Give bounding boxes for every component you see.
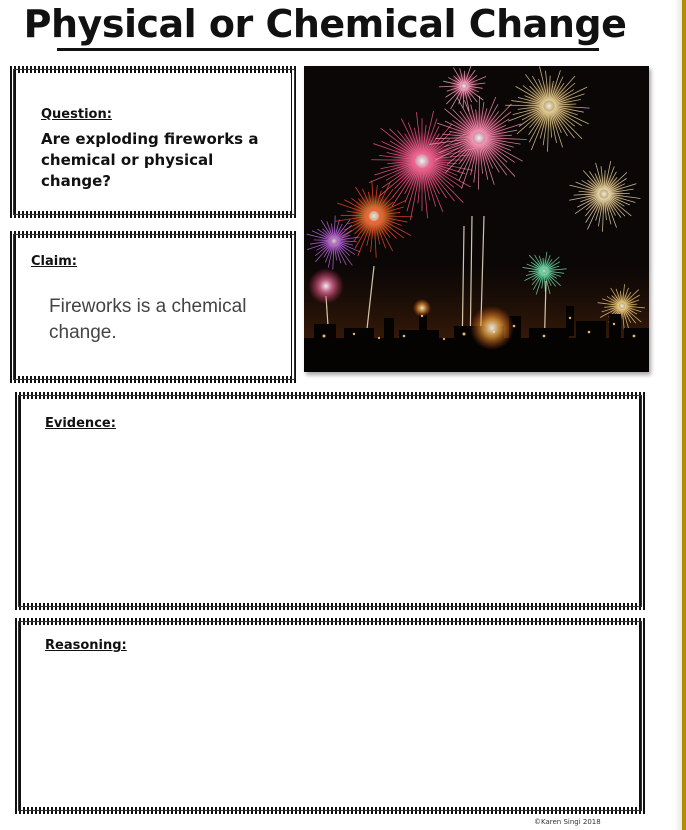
reasoning-label: Reasoning: <box>45 638 127 653</box>
evidence-label: Evidence: <box>45 416 116 431</box>
evidence-box <box>15 392 645 610</box>
reasoning-box <box>15 618 645 814</box>
question-label: Question: <box>41 107 112 122</box>
page-edge-shadow <box>674 0 682 830</box>
copyright-credit: ©Karen Singi 2018 <box>534 818 601 826</box>
evidence-answer-area[interactable] <box>42 441 618 587</box>
claim-text[interactable]: Fireworks is a chemical change. <box>49 296 247 343</box>
page-edge-accent <box>682 0 686 830</box>
fireworks-photo <box>304 66 649 372</box>
claim-label: Claim: <box>31 254 77 269</box>
reasoning-answer-area[interactable] <box>42 663 618 791</box>
firework-spark <box>371 160 415 161</box>
page-title: Physical or Chemical Change <box>23 2 627 46</box>
question-box <box>10 66 298 218</box>
title-underline <box>57 48 599 51</box>
question-text: Are exploding fireworks a chemical or physical change? <box>41 130 259 190</box>
claim-box <box>10 231 298 383</box>
